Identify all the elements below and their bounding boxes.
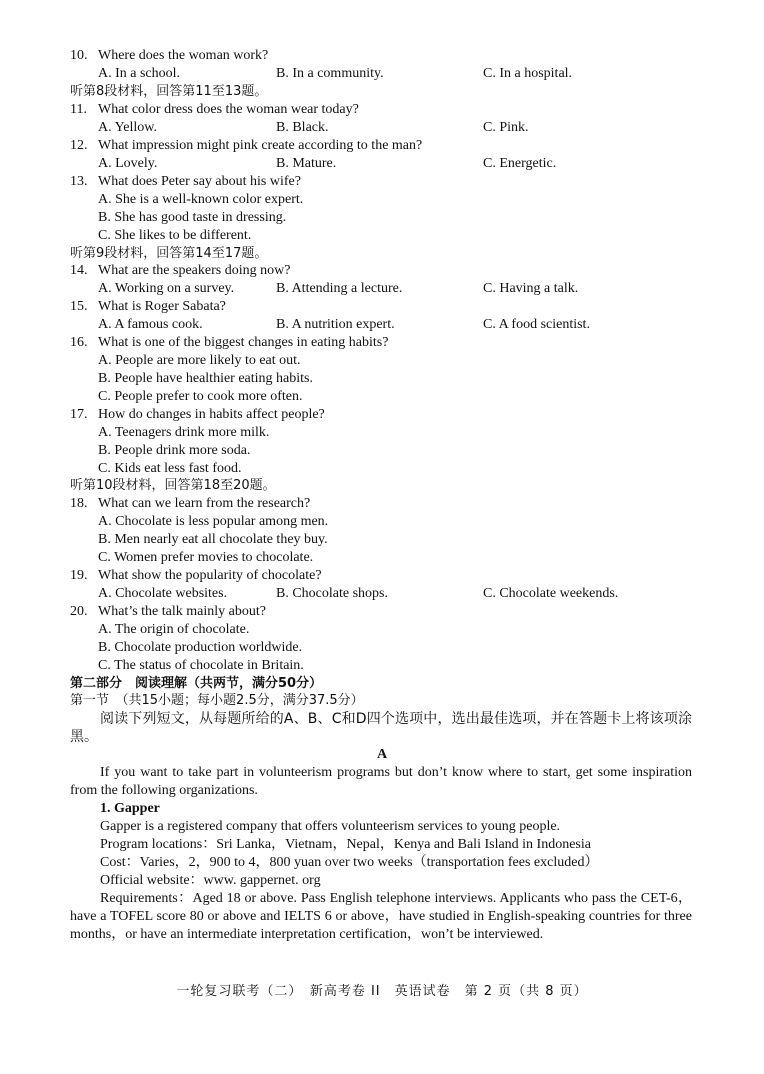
option-c: C. Chocolate weekends. (483, 586, 619, 601)
option-a: A. The origin of chocolate. (98, 622, 250, 637)
question-text: What does Peter say about his wife? (98, 174, 301, 189)
option-a: A. Yellow. (98, 120, 157, 135)
option-c: C. Kids eat less fast food. (98, 461, 242, 476)
question-number: 11. (70, 102, 87, 117)
page-footer: 一轮复习联考（二） 新高考卷 II 英语试卷 第 2 页（共 8 页） (176, 984, 588, 999)
option-c: C. In a hospital. (483, 66, 573, 81)
org-1-description: Gapper is a registered company that offers volunteerism services to young people. (100, 819, 561, 834)
option-a: A. A famous cook. (98, 317, 203, 332)
question-10 (70, 47, 268, 65)
question-16 (70, 334, 388, 352)
question-text: What are the speakers doing now? (98, 263, 291, 278)
question-text: What color dress does the woman wear today? (98, 102, 359, 117)
question-number: 18. (70, 496, 88, 511)
question-text: What impression might pink create according to the man? (98, 138, 423, 153)
question-15 (70, 298, 226, 316)
question-number: 12. (70, 138, 88, 153)
question-number: 14. (70, 263, 88, 278)
option-c: C. A food scientist. (483, 317, 590, 332)
question-number: 15. (70, 299, 88, 314)
option-c: C. The status of chocolate in Britain. (98, 658, 304, 673)
option-a: A. Chocolate websites. (98, 586, 228, 601)
question-number: 17. (70, 407, 88, 422)
question-12 (70, 137, 422, 155)
question-text: What is one of the biggest changes in eating habits? (98, 335, 389, 350)
org-1-requirements: Requirements：Aged 18 or above. Pass English telephone interviews. Applicants who pass the CET-6，have a TOFEL score 80 or above and IELTS 6 or above，have studied in English-speaking countries for three months，or have an intermediate interpretation certification，won’t be interviewed. (70, 891, 692, 942)
option-a: A. In a school. (98, 66, 181, 81)
option-c: C. Energetic. (483, 156, 557, 171)
option-c: C. Women prefer movies to chocolate. (98, 550, 314, 565)
question-text: What is Roger Sabata? (98, 299, 226, 314)
question-number: 20. (70, 604, 88, 619)
question-13 (70, 173, 301, 191)
question-14 (70, 262, 290, 280)
question-18 (70, 495, 310, 513)
question-19 (70, 567, 322, 585)
reading-instruction: 阅读下列短文，从每题所给的A、B、C和D四个选项中，选出最佳选项，并在答题卡上将该项涂黑。 (70, 711, 692, 745)
option-a: A. She is a well-known color expert. (98, 192, 304, 207)
question-number: 19. (70, 568, 88, 583)
option-a: A. Chocolate is less popular among men. (98, 514, 329, 529)
option-a: A. Working on a survey. (98, 281, 235, 296)
option-b: B. A nutrition expert. (276, 317, 395, 332)
option-c: C. Having a talk. (483, 281, 579, 296)
org-1-website: Official website：www. gappernet. org (100, 873, 321, 888)
question-number: 10. (70, 48, 88, 63)
option-b: B. People have healthier eating habits. (98, 371, 313, 386)
org-1-locations: Program locations：Sri Lanka，Vietnam，Nepal，Kenya and Bali Island in Indonesia (100, 837, 591, 852)
option-c: C. She likes to be different. (98, 228, 252, 243)
option-b: B. Men nearly eat all chocolate they buy. (98, 532, 328, 547)
org-1-title: 1. Gapper (100, 801, 160, 816)
option-b: B. In a community. (276, 66, 384, 81)
option-a: A. People are more likely to eat out. (98, 353, 301, 368)
option-b: B. Mature. (276, 156, 337, 171)
question-text: How do changes in habits affect people? (98, 407, 325, 422)
question-number: 16. (70, 335, 88, 350)
option-a: A. Teenagers drink more milk. (98, 425, 270, 440)
option-b: B. She has good taste in dressing. (98, 210, 287, 225)
question-text: What can we learn from the research? (98, 496, 311, 511)
passage-intro: If you want to take part in volunteerism programs but don’t know where to start, get some inspiration from the following organizations. (70, 765, 692, 798)
option-b: B. Chocolate shops. (276, 586, 388, 601)
option-a: A. Lovely. (98, 156, 158, 171)
section-instruction-9: 听第9段材料，回答第14至17题。 (70, 246, 268, 261)
question-20 (70, 603, 266, 621)
section-instruction-8: 听第8段材料，回答第11至13题。 (70, 84, 268, 99)
option-b: B. Attending a lecture. (276, 281, 403, 296)
question-text: What show the popularity of chocolate? (98, 568, 322, 583)
question-text: What’s the talk mainly about? (98, 604, 266, 619)
option-b: B. Black. (276, 120, 329, 135)
question-11 (70, 101, 359, 119)
option-c: C. Pink. (483, 120, 529, 135)
passage-label: A (376, 747, 388, 762)
question-number: 13. (70, 174, 88, 189)
question-17 (70, 406, 325, 424)
option-c: C. People prefer to cook more often. (98, 389, 303, 404)
section-instruction-10: 听第10段材料，回答第18至20题。 (70, 478, 276, 493)
part-two-title: 第二部分 阅读理解（共两节，满分50分） (70, 676, 323, 691)
org-1-cost: Cost：Varies，2，900 to 4，800 yuan over two weeks（transportation fees excluded） (100, 855, 599, 870)
question-text: Where does the woman work? (98, 48, 269, 63)
option-b: B. People drink more soda. (98, 443, 251, 458)
option-b: B. Chocolate production worldwide. (98, 640, 303, 655)
section-one-title: 第一节 （共15小题；每小题2.5分，满分37.5分） (70, 693, 364, 708)
